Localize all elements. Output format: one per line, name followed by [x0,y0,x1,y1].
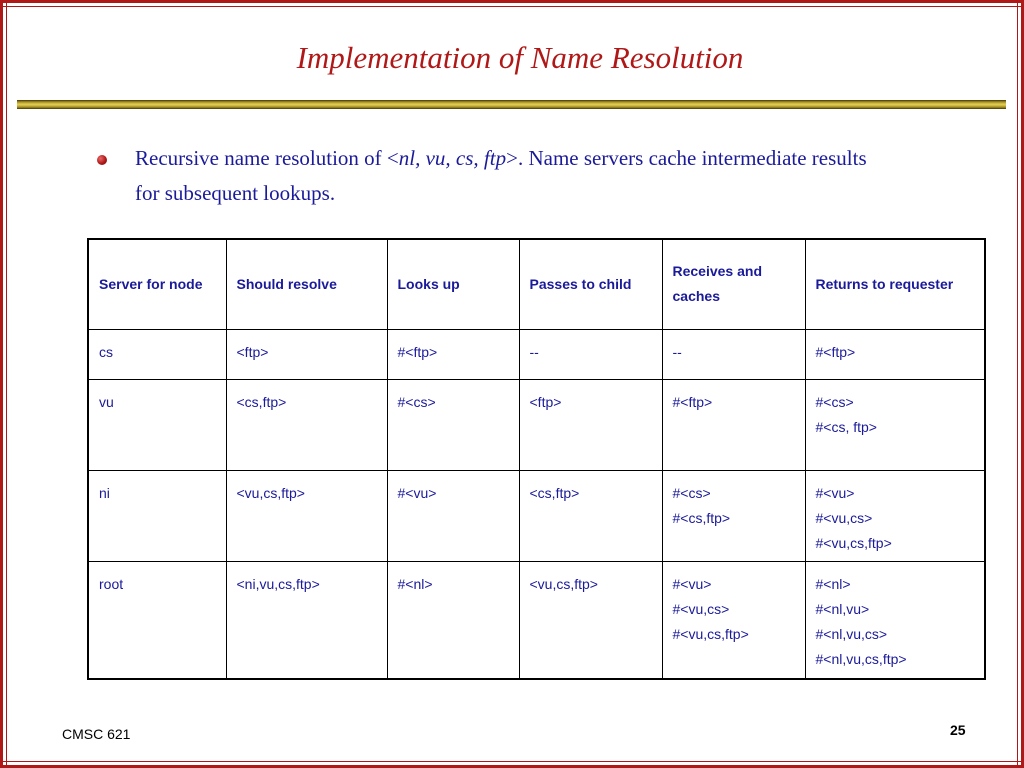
table-row [88,379,985,470]
cell-line: #<nl,vu,cs,ftp> [815,650,907,667]
cell-line: #<vu,cs,ftp> [672,625,749,642]
cell-line: #<vu> [672,575,712,592]
cell-passes-to-child: <ftp> [519,379,662,470]
cell-line: #<nl,vu> [815,600,870,617]
cell-looks-up: #<ftp> [387,329,519,379]
cell-line: #<cs> [672,484,711,501]
cell-should-resolve: <cs,ftp> [226,379,387,470]
header-cell: Server for node [88,239,226,329]
cell-looks-up: #<nl> [387,561,519,679]
cell-line: #<vu,cs> [815,509,873,526]
cell-line: #<vu> [815,484,855,501]
cell-returns-to-requester [805,329,985,379]
header-cell: Receives and caches [662,239,805,329]
cell-line: #<vu,cs> [672,600,730,617]
table-row [88,470,985,561]
table-row [88,329,985,379]
cell-line: #<cs> [815,393,854,410]
cell-line: #<cs, ftp> [815,418,877,435]
header-cell: Looks up [387,239,519,329]
page-number: 25 [950,722,966,738]
cell-server: cs [88,329,226,379]
footer-course: CMSC 621 [62,726,131,742]
cell-line: #<ftp> [815,343,856,360]
resolution-table [87,238,986,680]
bullet-text-italic: nl, vu, cs, ftp [398,146,507,170]
bullet-text-after: >. Name servers cache intermediate results for subsequent lookups. [135,146,867,205]
border-top-outer [0,0,1024,3]
cell-returns-to-requester [805,561,985,679]
cell-should-resolve: <vu,cs,ftp> [226,470,387,561]
cell-passes-to-child: <cs,ftp> [519,470,662,561]
cell-line: #<nl,vu,cs> [815,625,888,642]
title-divider [17,100,1006,109]
header-cell: Should resolve [226,239,387,329]
header-cell: Returns to requester [805,239,985,329]
cell-server: root [88,561,226,679]
cell-server: ni [88,470,226,561]
border-top-inner [0,6,1024,7]
border-left-inner [6,0,7,768]
border-bottom-inner [0,761,1024,762]
border-right-inner [1017,0,1018,768]
cell-receives-and-caches [662,329,805,379]
cell-looks-up: #<cs> [387,379,519,470]
cell-returns-to-requester [805,470,985,561]
cell-line: -- [672,343,682,360]
cell-line: #<ftp> [672,393,713,410]
cell-should-resolve: <ni,vu,cs,ftp> [226,561,387,679]
cell-server: vu [88,379,226,470]
cell-receives-and-caches [662,379,805,470]
bullet-icon [97,155,107,165]
cell-receives-and-caches [662,561,805,679]
cell-line: #<cs,ftp> [672,509,731,526]
cell-passes-to-child: <vu,cs,ftp> [519,561,662,679]
cell-looks-up: #<vu> [387,470,519,561]
header-cell: Passes to child [519,239,662,329]
cell-should-resolve: <ftp> [226,329,387,379]
cell-returns-to-requester [805,379,985,470]
cell-line: #<nl> [815,575,851,592]
cell-passes-to-child: -- [519,329,662,379]
slide-title: Implementation of Name Resolution [296,40,744,75]
border-left-outer [0,0,3,768]
table-header-row [88,239,985,329]
cell-line: #<vu,cs,ftp> [815,534,892,551]
cell-receives-and-caches [662,470,805,561]
bullet-text [135,141,895,211]
bullet-text-before: Recursive name resolution of < [135,146,399,170]
table-row [88,561,985,679]
